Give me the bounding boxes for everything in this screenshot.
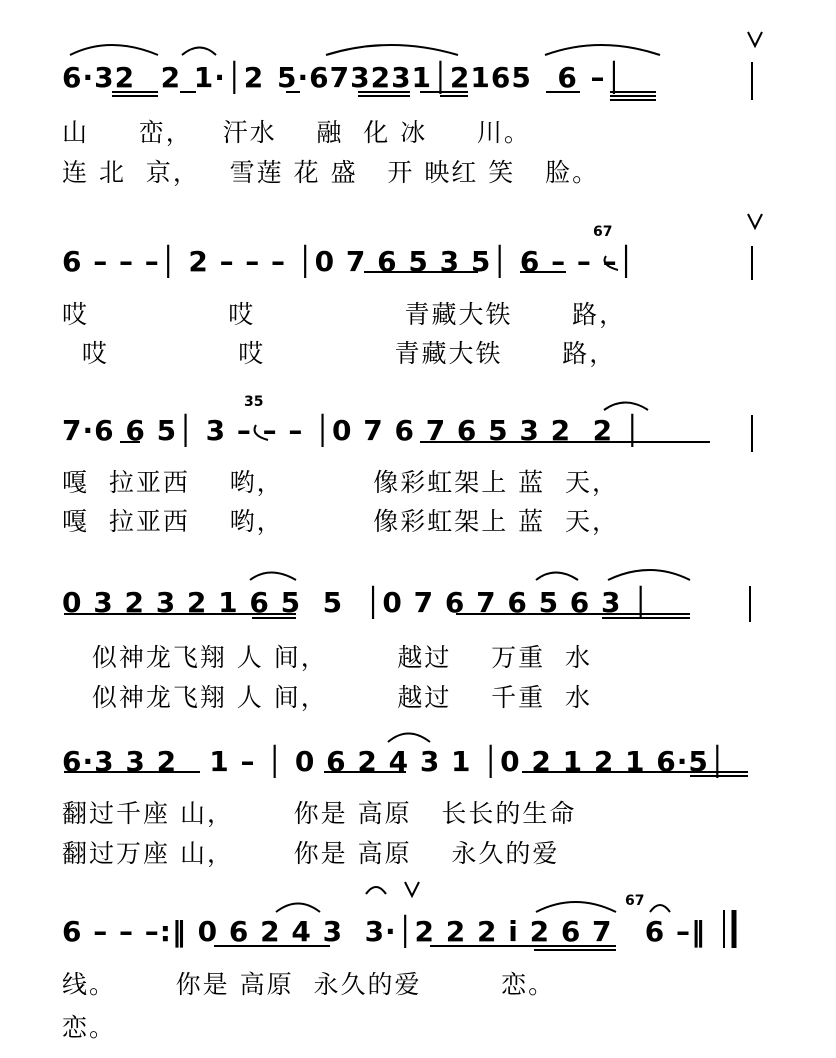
fermata: [650, 905, 670, 912]
slur: [388, 734, 430, 743]
slur: [536, 573, 578, 581]
lyric-row-4b: 似神龙飞翔 人 间， 越过 千重 水: [62, 683, 593, 712]
grace-note-row-3: 35: [244, 394, 264, 410]
lyric-row-3a: 嘎 拉亚西 哟， 像彩虹架上 蓝 天，: [62, 468, 620, 497]
lyric-row-5b: 翻过万座 山， 你是 高原 永久的爱: [62, 839, 560, 868]
breath-mark: [748, 214, 762, 228]
grace-note-row-6: 67: [625, 893, 645, 909]
breath-mark: [405, 882, 419, 896]
notation-row-1: 6·32 2 1·│2 5·673231│2165 6 –│: [62, 61, 624, 94]
lyric-row-1b: 连 北 京， 雪莲 花 盛 开 映红 笑 脸。: [62, 158, 600, 187]
grace-note-row-2: 67: [593, 224, 613, 240]
lyric-row-5a: 翻过千座 山， 你是 高原 长长的生命: [62, 799, 577, 828]
lyric-row-1a: 山 峦， 汗水 融 化 冰 川。: [62, 118, 531, 147]
slur: [545, 45, 660, 55]
notation-row-6: 6 – – –:‖ 0 6 2 4 3 3·│2 2 2 i 2 6 7 6 –‖: [62, 915, 707, 948]
notation-row-5: 6·3 3 2 1 – │ 0 6 2 4 3 1 │0 2 1 2 1 6·5│: [62, 745, 727, 778]
slur: [182, 48, 216, 56]
slur: [604, 403, 648, 411]
lyric-row-4a: 似神龙飞翔 人 间， 越过 万重 水: [62, 643, 593, 672]
lyric-row-6a: 线。 你是 高原 永久的爱 恋。: [62, 970, 556, 999]
slur: [536, 902, 616, 912]
slur: [608, 570, 690, 580]
lyric-row-6b: 恋。: [62, 1013, 117, 1042]
notation-row-4: 0 3 2 3 2 1 6 5 5 │0 7 6 7 6 5 6 3 │: [62, 586, 651, 619]
slur: [70, 45, 158, 55]
slur: [250, 573, 296, 581]
lyric-row-2b: 哎 哎 青藏大铁 路，: [62, 339, 617, 368]
breath-mark: [748, 32, 762, 46]
lyric-row-2a: 哎 哎 青藏大铁 路，: [62, 300, 627, 329]
fermata: [366, 887, 386, 894]
notation-row-2: 6 – – –│ 2 – – – │0 7 6 5 3 5│ 6 – – –│: [62, 245, 636, 278]
lyric-row-3b: 嘎 拉亚西 哟， 像彩虹架上 蓝 天，: [62, 507, 620, 536]
slur: [326, 45, 458, 55]
notation-row-3: 7·6 6 5│ 3 – – – │0 7 6 7 6 5 3 2 2 │: [62, 414, 642, 447]
slur: [276, 904, 320, 913]
